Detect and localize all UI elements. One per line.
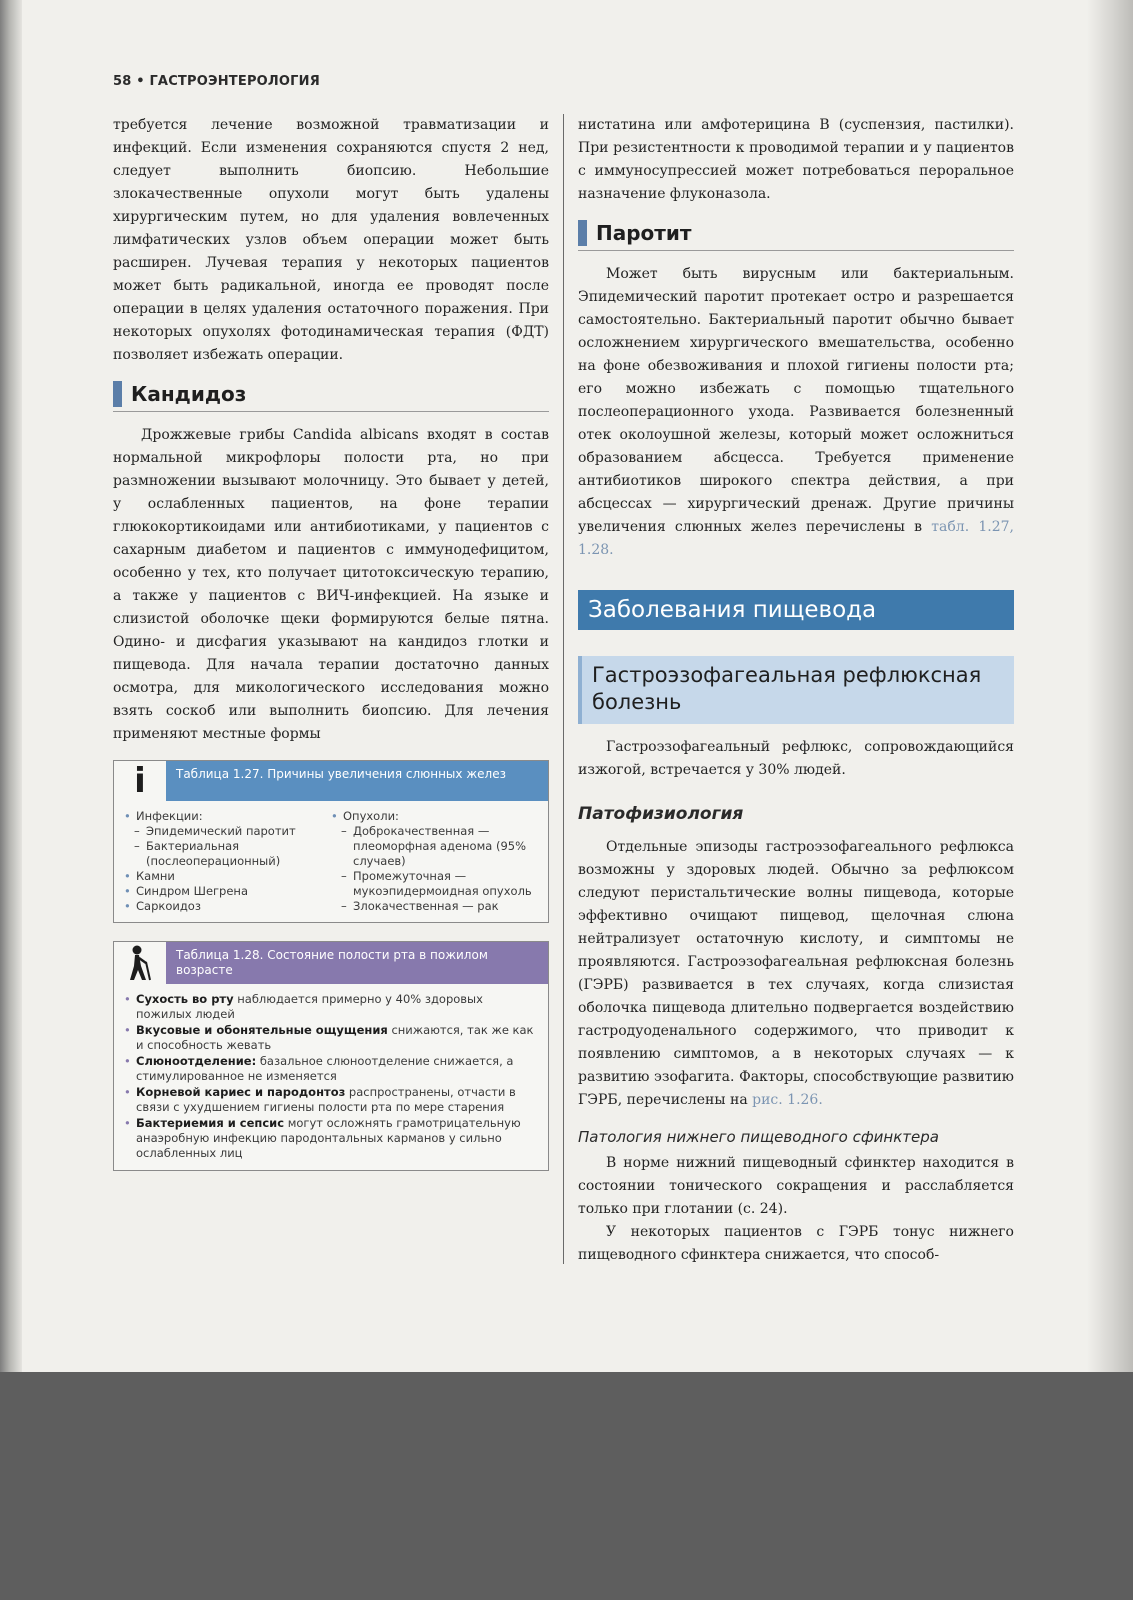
- subheading-pathophysiology: Патофизиология: [578, 804, 744, 824]
- list-item: • Саркоидоз: [124, 899, 331, 914]
- figure-reference-link[interactable]: рис. 1.26.: [752, 1092, 823, 1108]
- list-item-term: Корневой кариес и пародонтоз: [136, 1085, 346, 1099]
- chapter-title: Заболевания пищевода: [588, 597, 877, 623]
- table-header: [114, 942, 548, 984]
- table-1-28: [113, 941, 549, 1171]
- list-item-text: базальное слюноотделение снижается, а стимулированное не изменяется: [136, 1054, 514, 1083]
- dark-background: [0, 1372, 1133, 1600]
- section-heading-candidiasis: [113, 381, 549, 412]
- topic-title: Гастроэзофагеальная рефлюксная болезнь: [592, 663, 982, 714]
- paragraph-text: Отдельные эпизоды гастроэзофагеального рефлюкса возможны у здоровых людей. Обычно за рефлюксом следуют перистальтические волны пищевода, которые эффективно очищают пищевод, щелочная слюна нейтрализует остаточную кислоту, и симптомы не проявляются. Гастроэзофагеальная рефлюксная болезнь (ГЭРБ) развивается в тех случаях, когда слизистая оболочка пищевода длительно подвергается воздействию гастродуоденального содержимого, что приводит к появлению симптомов, а в некоторых случаях — к развитию эзофагита. Факторы, способствующие развитию ГЭРБ, перечислены на: [578, 839, 1014, 1108]
- section-marker: [113, 381, 122, 407]
- intro-paragraph: требуется лечение возможной травматизации и инфекций. Если изменения сохраняются спустя 2 нед, следует выполнить биопсию. Небольшие злокачественные опухоли могут быть удалены хирургическим путем, но для удаления вовлеченных лимфатических узлов объем операции может быть расширен. Лучевая терапия у некоторых пациентов может быть радикальной, иногда ее проводят после операции в целях удаления остаточного поражения. При некоторых опухолях фотодинамическая терапия (ФДТ) позволяет избежать операции.: [113, 117, 549, 363]
- section-heading-parotitis: [578, 220, 1014, 251]
- section-title: Кандидоз: [131, 382, 247, 406]
- list-item-term: Слюноотделение:: [136, 1054, 257, 1068]
- list-item-term: Сухость во рту: [136, 992, 234, 1006]
- list-item-text: снижаются, так же как и способность жевать: [136, 1023, 534, 1052]
- running-head: 58 • ГАСТРОЭНТЕРОЛОГИЯ: [113, 74, 320, 89]
- section-marker: [578, 220, 587, 246]
- book-spine-shadow: [0, 0, 22, 1372]
- paragraph-text: Может быть вирусным или бактериальным. Эпидемический паротит протекает остро и разрешается самостоятельно. Бактериальный паротит обычно бывает осложнением хирургического вмешательства, особенно на фоне обезвоживания и плохой гигиены полости рта; его можно избежать с помощью тщательного послеоперационного ухода. Развивается болезненный отек околоушной железы, который может осложниться образованием абсцесса. Требуется применение антибиотиков широкого спектра действия, а при абсцессах — хирургический дренаж. Другие причины увеличения слюнных желез перечислены в: [578, 266, 1014, 535]
- list-item-text: могут осложнять грамотрицательную анаэробную инфекцию пародонтальных карманов у сильно ослабленных лиц: [136, 1116, 521, 1160]
- section-title: Паротит: [596, 221, 692, 245]
- list-item: [124, 1054, 538, 1084]
- list-item-text: наблюдается примерно у 40% здоровых пожилых людей: [136, 992, 483, 1021]
- topic-band: [578, 656, 1014, 724]
- candidiasis-paragraph: Дрожжевые грибы Candida albicans входят в состав нормальной микрофлоры полости рта, но при размножении вызывают молочницу. Это бывает у детей, у ослабленных пациентов, на фоне терапии глюкокортикоидами или антибиотиками, у пациентов с сахарным диабетом и пациентов с иммунодефицитом, особенно у тех, кто получает цитотоксическую терапию, а также у пациентов с ВИЧ-инфекцией. На языке и слизистой оболочке щеки формируются белые пятна. Одино- и дисфагия указывают на кандидоз глотки и пищевода. Для начала терапии достаточно данных осмотра, для микологического исследования можно взять соскоб или выполнить биопсию. Для лечения применяют местные формы: [113, 427, 549, 742]
- left-column: [113, 114, 549, 1171]
- list-item: • Опухоли:: [331, 809, 538, 824]
- list-item-term: Вкусовые и обонятельные ощущения: [136, 1023, 388, 1037]
- list-item-term: Бактериемия и сепсис: [136, 1116, 285, 1130]
- table-reference-link[interactable]: табл. 1.27, 1.28.: [578, 519, 1015, 558]
- list-subitem: – Злокачественная — рак: [331, 899, 538, 914]
- table-header: [114, 761, 548, 801]
- elderly-person-icon: [114, 942, 166, 984]
- list-item: [124, 992, 538, 1022]
- list-subitem: – Промежуточная — мукоэпидермоидная опухоль: [331, 869, 538, 899]
- right-column: [578, 114, 1014, 1267]
- table-body: [114, 801, 548, 922]
- les-paragraph-1: В норме нижний пищеводный сфинктер находится в состоянии тонического сокращения и расслабляется только при глотании (с. 24).: [578, 1155, 1014, 1217]
- table-1-27: [113, 760, 549, 923]
- list-item: • Камни: [124, 869, 331, 884]
- table-title: Таблица 1.28. Состояние полости рта в пожилом возрасте: [166, 942, 548, 984]
- info-icon: i: [114, 761, 166, 801]
- page-edge-shadow: [1087, 0, 1133, 1372]
- table-col-infections: [124, 809, 331, 914]
- list-item: • Синдром Шегрена: [124, 884, 331, 899]
- list-subitem: – Доброкачественная — плеоморфная аденома (95% случаев): [331, 824, 538, 869]
- subheading-les: Патология нижнего пищеводного сфинктера: [578, 1128, 939, 1146]
- list-item-text: распространены, отчасти в связи с ухудшением гигиены полости рта по мере старения: [136, 1085, 516, 1114]
- continuation-paragraph: нистатина или амфотерицина B (суспензия, пастилки). При резистентности к проводимой терапии и у пациентов с иммуносупрессией может потребоваться пероральное назначение флуконазола.: [578, 117, 1014, 202]
- chapter-band: [578, 590, 1014, 630]
- topic-paragraph: Гастроэзофагеальный рефлюкс, сопровождающийся изжогой, встречается у 30% людей.: [578, 739, 1014, 778]
- les-paragraph-2: У некоторых пациентов с ГЭРБ тонус нижнего пищеводного сфинктера снижается, что способ-: [578, 1224, 1014, 1263]
- parotitis-paragraph: [578, 263, 1014, 562]
- list-item: [124, 1116, 538, 1161]
- table-col-tumors: [331, 809, 538, 914]
- column-divider: [563, 114, 564, 1264]
- list-item: • Инфекции:: [124, 809, 331, 824]
- list-subitem: – Эпидемический паротит: [124, 824, 331, 839]
- table-body: [114, 984, 548, 1170]
- list-item: [124, 1023, 538, 1053]
- elderly-list: [124, 992, 538, 1161]
- table-title: Таблица 1.27. Причины увеличения слюнных желез: [166, 761, 548, 801]
- pathophysiology-paragraph: [578, 836, 1014, 1112]
- list-subitem: – Бактериальная (послеоперационный): [124, 839, 331, 869]
- list-item: [124, 1085, 538, 1115]
